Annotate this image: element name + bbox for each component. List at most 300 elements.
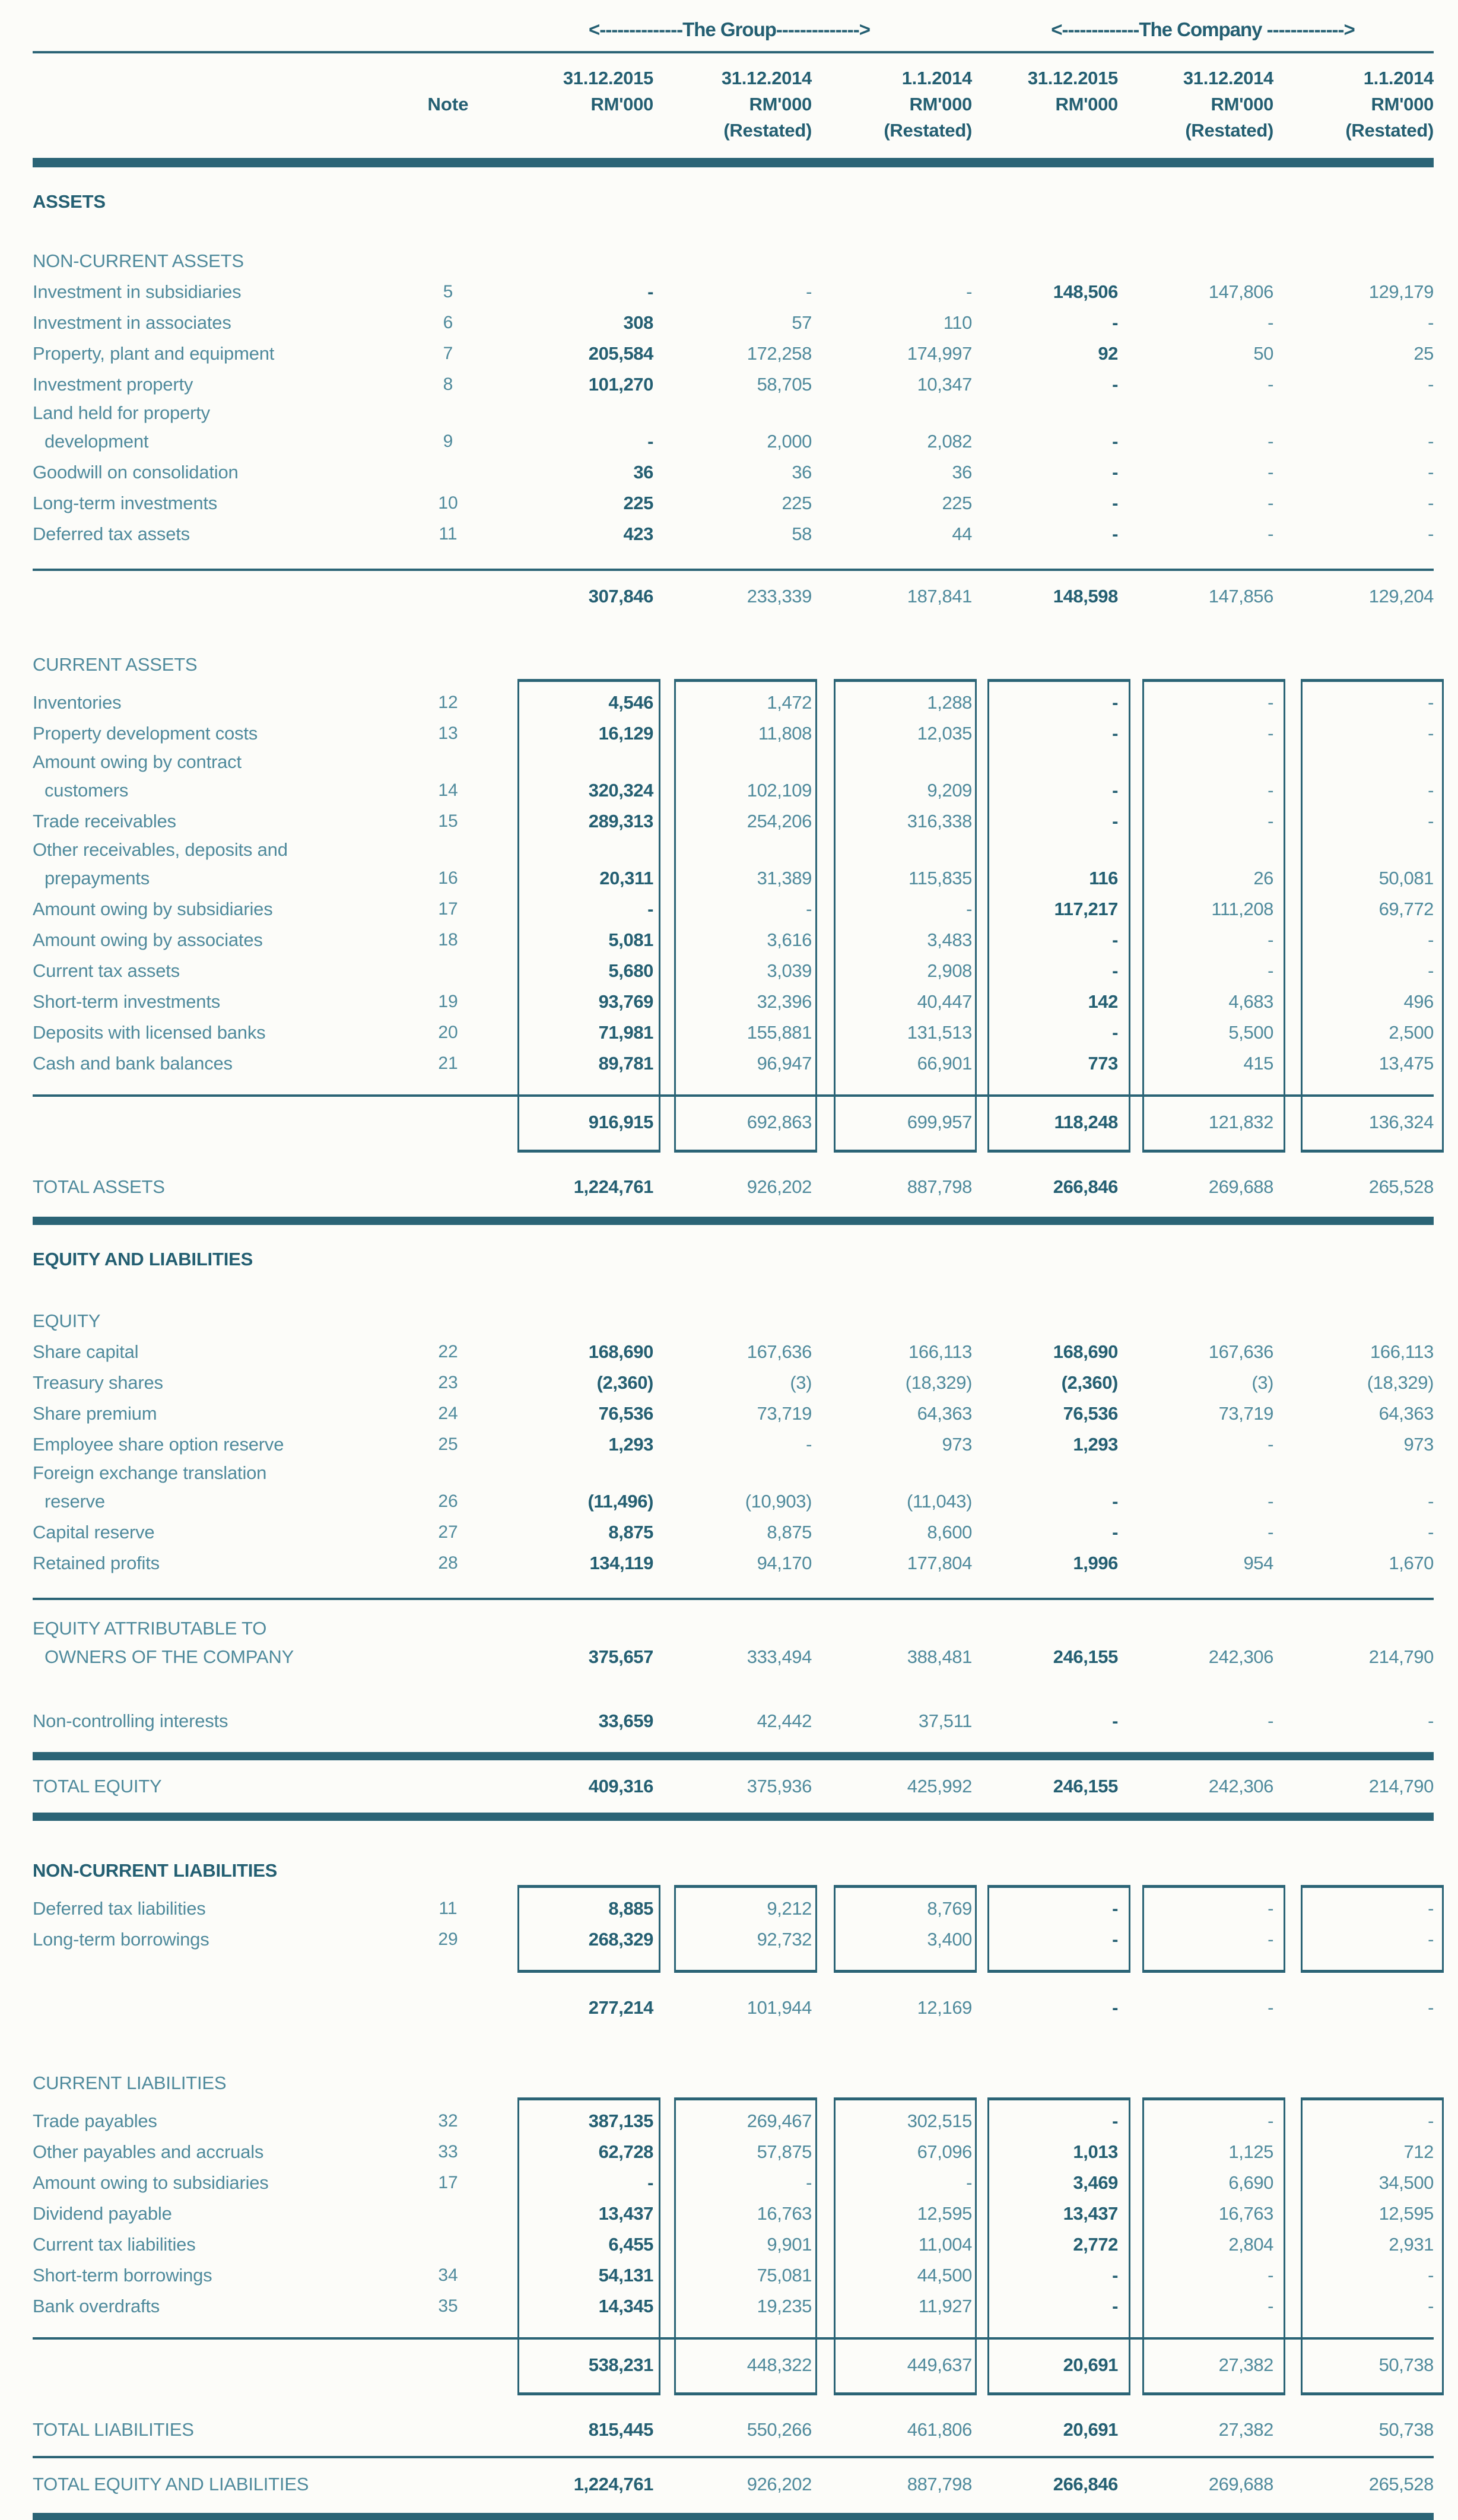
cell-value: - [806, 1434, 812, 1455]
cell-value: 13,437 [1063, 2203, 1118, 2224]
note-value: 20 [438, 1023, 458, 1042]
row-label [33, 926, 409, 954]
cell-value: 58 [792, 523, 812, 544]
cell-value: - [806, 281, 812, 302]
cell-value: (11,496) [587, 1491, 653, 1512]
cell-value: 42,442 [757, 1710, 812, 1731]
row-label-line: development [45, 431, 149, 452]
cell-value: 773 [1088, 1053, 1118, 1074]
row-label-line: Amount owing to subsidiaries [33, 2172, 269, 2193]
cell-value: 423 [623, 523, 653, 544]
cell-value: - [647, 281, 653, 302]
row-label-line: Land held for property [33, 402, 210, 423]
column-header-company-1114: 1.1.2014 RM'000 (Restated) [1345, 68, 1434, 141]
cell-value: 34,500 [1378, 2172, 1434, 2193]
cell-value: - [1428, 1898, 1434, 1919]
cell-value: 136,324 [1368, 1112, 1434, 1132]
cell-value: 50 [1253, 343, 1273, 364]
cell-value: 10,347 [917, 374, 972, 395]
row-label-line: Long-term investments [33, 493, 218, 513]
table-row [33, 1892, 1434, 1923]
cell-value: 246,155 [1053, 1776, 1118, 1797]
row-label [33, 2292, 409, 2321]
row-label-line: Trade payables [33, 2110, 157, 2131]
statement-body [33, 185, 1434, 2520]
cell-value: 76,536 [598, 1403, 653, 1424]
cell-value: 712 [1403, 2141, 1434, 2162]
statement-content [33, 15, 1434, 2520]
row-label-line: NON-CURRENT ASSETS [33, 250, 244, 271]
row-label-line: Foreign exchange translation [33, 1462, 267, 1483]
cell-value: 461,806 [907, 2419, 972, 2440]
row-label [33, 1518, 409, 1547]
table-row [33, 686, 1434, 717]
table-row [33, 275, 1434, 306]
cell-value: 121,832 [1208, 1112, 1273, 1132]
cell-value: 1,288 [927, 692, 972, 713]
row-label-line: Long-term borrowings [33, 1929, 209, 1950]
cell-value: 225 [623, 493, 653, 513]
cell-value: - [1112, 2265, 1118, 2286]
block-non-current-liabilities [33, 1885, 1434, 1973]
cell-value: - [1268, 1710, 1273, 1731]
cell-value: 115,835 [909, 868, 972, 888]
row-label-line: Deposits with licensed banks [33, 1022, 266, 1043]
note-value: 35 [438, 2296, 458, 2316]
row-label [33, 2470, 409, 2499]
cell-value: 50,081 [1378, 868, 1434, 888]
cell-value: 20,691 [1063, 2354, 1118, 2375]
table-row [33, 2458, 1434, 2511]
row-label [33, 748, 409, 805]
cell-value: 92 [1098, 343, 1118, 364]
cell-value: 44,500 [917, 2265, 972, 2286]
row-label-line: Investment in subsidiaries [33, 281, 242, 302]
cell-value: - [1268, 692, 1273, 713]
cell-value: 2,772 [1073, 2234, 1118, 2255]
row-label [33, 458, 409, 487]
cell-value: 1,125 [1228, 2141, 1273, 2162]
cell-value: 12,169 [917, 1997, 972, 2018]
row-label-line: Other receivables, deposits and [33, 839, 288, 860]
cell-value: - [1428, 723, 1434, 744]
cell-value: 92,732 [757, 1929, 812, 1950]
table-row [33, 245, 1434, 275]
row-label [33, 309, 409, 337]
cell-value: - [1428, 2265, 1434, 2286]
cell-value: (2,360) [1061, 1372, 1118, 1393]
cell-value: 13,437 [598, 2203, 653, 2224]
table-row [33, 893, 1434, 923]
cell-value: 5,500 [1228, 1022, 1273, 1043]
cell-value: 205,584 [588, 343, 653, 364]
cell-value: 16,129 [598, 723, 653, 744]
table-row [33, 836, 1434, 893]
cell-value: 20,691 [1063, 2419, 1118, 2440]
table-row [33, 1705, 1434, 1735]
table-row [33, 518, 1434, 548]
cell-value: 117,217 [1054, 899, 1118, 919]
cell-value: 57 [792, 312, 812, 333]
row-label-line: Cash and bank balances [33, 1053, 233, 1074]
note-value: 11 [439, 524, 458, 544]
row-label-line: Employee share option reserve [33, 1434, 284, 1455]
cell-value: (3) [790, 1372, 812, 1393]
row-label [33, 339, 409, 368]
cell-value: - [1112, 1022, 1118, 1043]
cell-value: 887,798 [907, 1176, 972, 1197]
row-label-line: Property, plant and equipment [33, 343, 275, 364]
note-value: 18 [438, 930, 458, 950]
row-label [33, 520, 409, 548]
row-label [33, 1049, 409, 1078]
row-label-line: Share premium [33, 1403, 157, 1424]
cell-value: 333,494 [747, 1646, 812, 1667]
table-row [33, 571, 1434, 622]
cell-value: 289,313 [588, 811, 653, 831]
table-row [33, 1547, 1434, 1578]
row-label [33, 2138, 409, 2166]
cell-value: 71,981 [598, 1022, 653, 1043]
row-label-line: Share capital [33, 1341, 139, 1362]
cell-value: - [806, 2172, 812, 2193]
cell-value: - [966, 2172, 972, 2193]
cell-value: 225 [942, 493, 972, 513]
table-row [33, 985, 1434, 1016]
table-row [33, 2166, 1434, 2197]
cell-value: 116 [1089, 868, 1118, 888]
note-value: 27 [438, 1522, 458, 1542]
cell-value: 166,113 [909, 1341, 972, 1362]
cell-value: (10,903) [745, 1491, 812, 1512]
cell-value: 101,270 [588, 374, 653, 395]
table-row [33, 1982, 1434, 2033]
table-row [33, 1397, 1434, 1428]
note-value: 29 [438, 1929, 458, 1949]
note-column-header: Note [427, 94, 469, 115]
cell-value: - [1112, 312, 1118, 333]
cell-value: - [1428, 374, 1434, 395]
cell-value: 214,790 [1368, 1646, 1434, 1667]
row-label-line: Goodwill on consolidation [33, 462, 239, 483]
table-row [33, 748, 1434, 805]
row-label-line: Short-term investments [33, 991, 221, 1012]
cell-value: - [1112, 374, 1118, 395]
cell-value: 11,927 [918, 2296, 972, 2316]
cell-value: 815,445 [588, 2419, 653, 2440]
cell-value: 8,875 [767, 1522, 812, 1543]
cell-value: - [1112, 1522, 1118, 1543]
table-row [33, 1366, 1434, 1397]
note-value: 9 [443, 431, 453, 451]
column-header-group-2014: 31.12.2014 RM'000 (Restated) [721, 68, 812, 141]
note-value: 14 [438, 780, 458, 800]
cell-value: - [647, 899, 653, 919]
cell-value: - [1268, 312, 1273, 333]
block-current-liabilities [33, 2097, 1434, 2395]
row-label [33, 399, 409, 456]
cell-value: 167,636 [747, 1341, 812, 1362]
cell-value: 93,769 [598, 991, 653, 1012]
note-value: 25 [438, 1434, 458, 1454]
note-value: 22 [438, 1342, 458, 1361]
block-ncl-subtotal [33, 1982, 1434, 2097]
cell-value: (3) [1251, 1372, 1273, 1393]
table-row [33, 2413, 1434, 2444]
row-label [33, 1173, 409, 1201]
block-current-assets [33, 679, 1434, 1153]
cell-value: - [1428, 1710, 1434, 1731]
cell-value: 973 [942, 1434, 972, 1455]
table-row [33, 456, 1434, 487]
cell-value: 36 [952, 462, 972, 483]
cell-value: 1,293 [608, 1434, 653, 1455]
row-label [33, 2107, 409, 2135]
cell-value: - [1428, 692, 1434, 713]
cell-value: - [1112, 811, 1118, 831]
cell-value: 167,636 [1208, 1341, 1273, 1362]
row-label [33, 719, 409, 748]
note-value: 8 [443, 374, 453, 394]
cell-value: - [1268, 1434, 1273, 1455]
cell-value: - [1268, 1997, 1273, 2018]
row-label [33, 1245, 1434, 1274]
section-divider-bar [33, 1217, 1434, 1225]
cell-value: 13,475 [1378, 1053, 1434, 1074]
table-row [33, 2259, 1434, 2290]
row-label [33, 1018, 409, 1047]
note-value: 10 [438, 493, 458, 513]
cell-value: - [1112, 1710, 1118, 1731]
note-value: 13 [438, 723, 458, 743]
cell-value: 25 [1413, 343, 1434, 364]
cell-value: - [1428, 2110, 1434, 2131]
row-label-line: EQUITY ATTRIBUTABLE TO [33, 1618, 267, 1639]
row-label-line: TOTAL EQUITY [33, 1776, 162, 1797]
table-row [33, 2105, 1434, 2135]
cell-value: - [1112, 431, 1118, 452]
cell-value: 64,363 [917, 1403, 972, 1424]
cell-value: 31,389 [757, 868, 812, 888]
cell-value: (18,329) [905, 1372, 972, 1393]
column-header-group-2015: 31.12.2015 RM'000 [563, 68, 653, 115]
table-row [33, 1097, 1434, 1148]
cell-value: 134,119 [589, 1553, 653, 1573]
cell-value: - [1428, 493, 1434, 513]
row-label-line: EQUITY [33, 1310, 101, 1331]
note-value: 5 [443, 282, 453, 301]
cell-value: 266,846 [1053, 1176, 1118, 1197]
column-group-spans [33, 15, 1434, 44]
row-label [33, 1369, 409, 1397]
cell-value: - [1428, 1929, 1434, 1950]
note-value: 17 [438, 899, 458, 919]
cell-value: - [1112, 1491, 1118, 1512]
table-row [33, 2197, 1434, 2228]
cell-value: 3,483 [927, 929, 972, 950]
cell-value: 1,996 [1073, 1553, 1118, 1573]
cell-value: - [647, 431, 653, 452]
cell-value: - [1268, 2296, 1273, 2316]
table-row [33, 1854, 1434, 1885]
row-label [33, 1338, 409, 1366]
cell-value: - [1112, 493, 1118, 513]
row-label [33, 836, 409, 893]
table-row [33, 648, 1434, 679]
cell-value: 69,772 [1378, 899, 1434, 919]
cell-value: 111,208 [1211, 899, 1273, 919]
cell-value: 4,683 [1228, 991, 1273, 1012]
row-label-line: EQUITY AND LIABILITIES [33, 1249, 253, 1269]
cell-value: 148,598 [1053, 586, 1118, 607]
header-divider-bar [33, 158, 1434, 167]
note-value: 6 [443, 313, 453, 332]
cell-value: 64,363 [1378, 1403, 1434, 1424]
cell-value: 8,875 [608, 1522, 653, 1543]
group-span-label: <--------------The Group--------------> [588, 18, 871, 40]
note-value: 19 [438, 992, 458, 1011]
cell-value: 89,781 [598, 1053, 653, 1074]
cell-value: - [1112, 2110, 1118, 2131]
cell-value: - [1428, 1522, 1434, 1543]
row-label-line: Dividend payable [33, 2203, 172, 2224]
cell-value: 265,528 [1368, 1176, 1434, 1197]
cell-value: 6,690 [1228, 2172, 1273, 2193]
row-label-line: Deferred tax liabilities [33, 1898, 206, 1919]
row-label-line: Treasury shares [33, 1372, 163, 1393]
cell-value: 316,338 [907, 811, 972, 831]
cell-value: 269,688 [1208, 1176, 1273, 1197]
table-row [33, 1047, 1434, 1078]
cell-value: - [1112, 1929, 1118, 1950]
row-label-line: Property development costs [33, 723, 258, 744]
table-row [33, 306, 1434, 337]
cell-value: 73,719 [1218, 1403, 1273, 1424]
cell-value: - [1268, 2110, 1273, 2131]
cell-value: 2,500 [1389, 1022, 1434, 1043]
cell-value: 12,595 [1378, 2203, 1434, 2224]
cell-value: 172,258 [747, 343, 812, 364]
cell-value: 26 [1253, 868, 1273, 888]
row-label-line: TOTAL ASSETS [33, 1176, 165, 1197]
row-label-line: CURRENT ASSETS [33, 654, 198, 675]
cell-value: - [1268, 960, 1273, 981]
cell-value: 302,515 [907, 2110, 972, 2131]
cell-value: 16,763 [1218, 2203, 1273, 2224]
cell-value: - [1268, 374, 1273, 395]
cell-value: 94,170 [757, 1553, 812, 1573]
cell-value: - [1428, 811, 1434, 831]
cell-value: 242,306 [1208, 1776, 1273, 1797]
cell-value: 1,670 [1389, 1553, 1434, 1573]
cell-value: 387,135 [588, 2110, 653, 2131]
cell-value: 33,659 [598, 1710, 653, 1731]
cell-value: 448,322 [747, 2354, 812, 2375]
row-label-line: reserve [45, 1491, 105, 1512]
note-value: 28 [438, 1553, 458, 1573]
cell-value: 96,947 [757, 1053, 812, 1074]
cell-value: - [1268, 523, 1273, 544]
table-row [33, 1923, 1434, 1954]
cell-value: - [1268, 723, 1273, 744]
cell-value: 2,804 [1228, 2234, 1273, 2255]
cell-value: 102,109 [747, 780, 812, 801]
cell-value: 242,306 [1208, 1646, 1273, 1667]
cell-value: 50,738 [1378, 2419, 1434, 2440]
cell-value: 320,324 [588, 780, 653, 801]
row-label [33, 247, 1434, 275]
cell-value: 1,472 [767, 692, 812, 713]
note-value: 11 [439, 1899, 458, 1918]
table-row [33, 805, 1434, 836]
row-label-line: Investment property [33, 374, 193, 395]
table-row [33, 1516, 1434, 1547]
cell-value: - [1112, 780, 1118, 801]
cell-value: 9,209 [927, 780, 972, 801]
cell-value: 187,841 [907, 586, 972, 607]
row-label-line: TOTAL LIABILITIES [33, 2419, 194, 2440]
cell-value: 129,204 [1368, 586, 1434, 607]
cell-value: 269,467 [747, 2110, 812, 2131]
row-label-line: Trade receivables [33, 811, 176, 831]
row-label-line: Retained profits [33, 1553, 160, 1573]
row-label-line: NON-CURRENT LIABILITIES [33, 1860, 278, 1881]
cell-value: 50,738 [1378, 2354, 1434, 2375]
cell-value: - [1268, 493, 1273, 513]
row-label [33, 1772, 409, 1801]
cell-value: - [1428, 1997, 1434, 2018]
cell-value: 268,329 [588, 1929, 653, 1950]
cell-value: 246,155 [1053, 1646, 1118, 1667]
row-label-line: prepayments [45, 868, 150, 888]
cell-value: 692,863 [747, 1112, 812, 1132]
cell-value: - [1428, 1491, 1434, 1512]
cell-value: 926,202 [747, 2474, 812, 2494]
column-header-group-1114: 1.1.2014 RM'000 (Restated) [884, 68, 972, 141]
cell-value: 147,856 [1208, 586, 1273, 607]
row-label-line: Amount owing by subsidiaries [33, 899, 273, 919]
cell-value: 550,266 [747, 2419, 812, 2440]
cell-value: 8,769 [927, 1898, 972, 1919]
row-label-line: Short-term borrowings [33, 2265, 212, 2286]
cell-value: 3,400 [927, 1929, 972, 1950]
cell-value: 148,506 [1053, 281, 1118, 302]
table-row [33, 954, 1434, 985]
block-bottom-totals [33, 2413, 1434, 2520]
cell-value: - [1428, 431, 1434, 452]
cell-value: 254,206 [747, 811, 812, 831]
cell-value: 425,992 [907, 1776, 972, 1797]
table-row [33, 1760, 1434, 1813]
row-label [33, 1707, 409, 1735]
cell-value: 8,885 [608, 1898, 653, 1919]
row-label [33, 2230, 409, 2259]
cell-value: (11,043) [907, 1491, 972, 1512]
section-divider-bar [33, 2513, 1434, 2520]
cell-value: 129,179 [1368, 281, 1434, 302]
cell-value: - [1112, 723, 1118, 744]
cell-value: - [1268, 2265, 1273, 2286]
note-value: 24 [438, 1404, 458, 1423]
row-label [33, 1614, 409, 1671]
note-value: 32 [438, 2111, 458, 2131]
cell-value: - [1268, 1522, 1273, 1543]
cell-value: 375,657 [588, 1646, 653, 1667]
table-row [33, 1305, 1434, 1335]
cell-value: 265,528 [1368, 2474, 1434, 2494]
row-label [33, 370, 409, 399]
cell-value: 20,311 [599, 868, 653, 888]
